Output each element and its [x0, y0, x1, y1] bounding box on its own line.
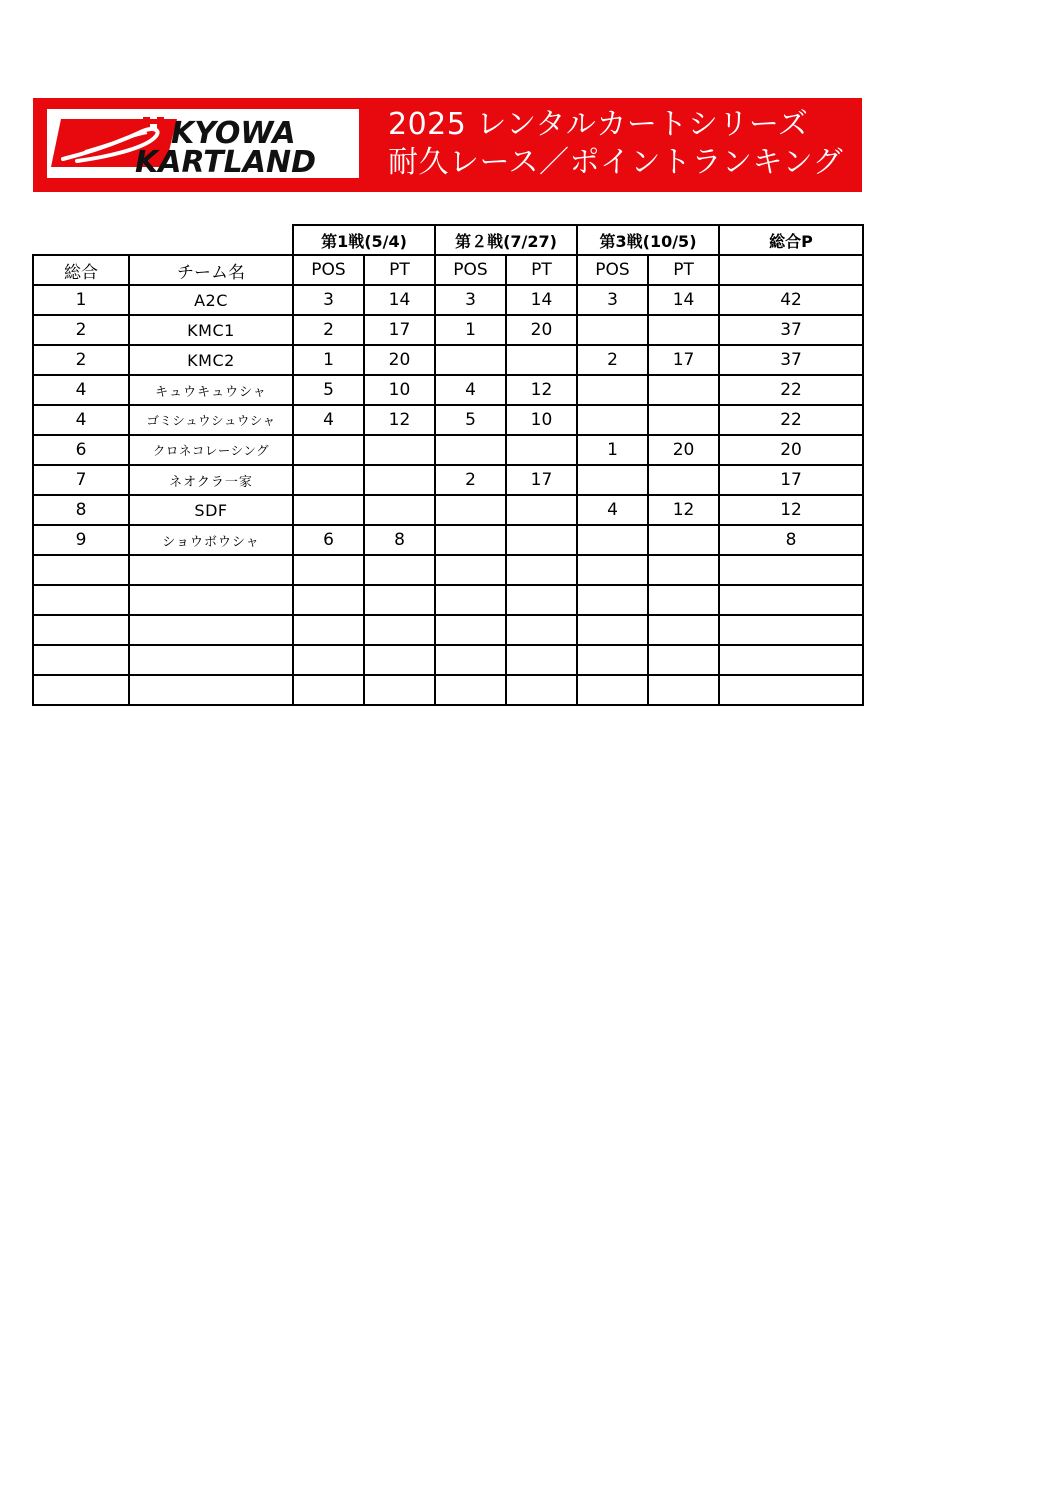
empty-cell [506, 585, 577, 615]
empty-cell [364, 615, 435, 645]
team-name-cell: ネオクラ一家 [129, 465, 293, 495]
table-row [33, 495, 863, 525]
race-1-pt-cell [364, 465, 435, 495]
empty-cell [719, 615, 863, 645]
race-3-pt-cell [648, 405, 719, 435]
team-name-cell: KMC1 [129, 315, 293, 345]
race-1-pt-cell: 20 [364, 345, 435, 375]
empty-cell [364, 675, 435, 705]
total-points-cell: 12 [719, 495, 863, 525]
rank-cell: 2 [33, 345, 129, 375]
race-3-pt-cell [648, 525, 719, 555]
race-3-pt-cell [648, 315, 719, 345]
race-1-pt-cell: 14 [364, 285, 435, 315]
empty-cell [129, 615, 293, 645]
empty-cell [577, 645, 648, 675]
empty-cell [506, 675, 577, 705]
team-name-cell: SDF [129, 495, 293, 525]
table-row [33, 525, 863, 555]
race-1-pos-cell [293, 495, 364, 525]
race-1-pos-header: POS [293, 255, 364, 285]
empty-cell [33, 645, 129, 675]
empty-table-row [33, 615, 863, 645]
race-2-pos-cell [435, 495, 506, 525]
empty-cell [364, 585, 435, 615]
team-name-cell: ゴミシュウシュウシャ [129, 405, 293, 435]
race-3-pos-cell: 3 [577, 285, 648, 315]
header-blank-cell [33, 225, 293, 255]
empty-cell [506, 615, 577, 645]
empty-cell [293, 555, 364, 585]
race-1-pos-cell [293, 435, 364, 465]
empty-cell [577, 675, 648, 705]
race-2-pos-cell: 4 [435, 375, 506, 405]
empty-cell [293, 585, 364, 615]
empty-table-row [33, 645, 863, 675]
empty-cell [293, 675, 364, 705]
race-3-pos-cell: 4 [577, 495, 648, 525]
rank-cell: 6 [33, 435, 129, 465]
team-name-cell: ショウボウシャ [129, 525, 293, 555]
rank-cell: 9 [33, 525, 129, 555]
race-1-pos-cell: 4 [293, 405, 364, 435]
empty-cell [719, 675, 863, 705]
rank-cell: 2 [33, 315, 129, 345]
race-2-pt-cell: 10 [506, 405, 577, 435]
race-3-pos-cell [577, 375, 648, 405]
empty-cell [435, 675, 506, 705]
race-1-pos-cell: 1 [293, 345, 364, 375]
empty-cell [577, 615, 648, 645]
race-2-pt-cell [506, 525, 577, 555]
total-points-cell: 42 [719, 285, 863, 315]
race-2-pt-cell [506, 435, 577, 465]
race-3-pos-cell [577, 465, 648, 495]
empty-cell [506, 555, 577, 585]
race-2-header: 第２戦(7/27) [435, 225, 577, 255]
kyowa-kartland-logo [47, 109, 359, 178]
ranking-table [32, 224, 864, 706]
table-row [33, 435, 863, 465]
table-row [33, 465, 863, 495]
race-3-pt-cell: 20 [648, 435, 719, 465]
race-3-pos-cell [577, 315, 648, 345]
empty-cell [648, 645, 719, 675]
empty-cell [719, 585, 863, 615]
total-column-header [719, 255, 863, 285]
banner-title-line1: 2025 レンタルカートシリーズ [388, 107, 809, 142]
race-2-pos-cell [435, 435, 506, 465]
empty-cell [506, 645, 577, 675]
race-3-pos-cell: 2 [577, 345, 648, 375]
team-name-cell: A2C [129, 285, 293, 315]
race-2-pt-cell: 20 [506, 315, 577, 345]
rank-cell: 4 [33, 375, 129, 405]
race-1-pt-cell [364, 435, 435, 465]
total-points-cell: 37 [719, 315, 863, 345]
empty-cell [129, 555, 293, 585]
total-points-cell: 22 [719, 375, 863, 405]
banner-title [388, 106, 843, 182]
header-banner [33, 98, 862, 192]
rank-column-header: 総合 [33, 255, 129, 285]
rank-cell: 8 [33, 495, 129, 525]
logo-text-line1: KYOWA [171, 116, 296, 151]
race-1-pt-cell: 17 [364, 315, 435, 345]
empty-cell [364, 555, 435, 585]
race-3-pt-cell: 14 [648, 285, 719, 315]
race-3-pt-header: PT [648, 255, 719, 285]
empty-cell [648, 555, 719, 585]
table-row [33, 375, 863, 405]
race-3-pt-cell: 17 [648, 345, 719, 375]
race-1-pt-cell: 12 [364, 405, 435, 435]
empty-cell [129, 645, 293, 675]
race-header-row [33, 225, 863, 255]
race-2-pt-header: PT [506, 255, 577, 285]
table-row [33, 405, 863, 435]
empty-cell [435, 615, 506, 645]
race-1-pos-cell [293, 465, 364, 495]
race-1-pos-cell: 5 [293, 375, 364, 405]
race-3-pt-cell: 12 [648, 495, 719, 525]
table-row [33, 345, 863, 375]
team-column-header: チーム名 [129, 255, 293, 285]
empty-cell [719, 645, 863, 675]
race-1-pos-cell: 3 [293, 285, 364, 315]
empty-cell [364, 645, 435, 675]
rank-cell: 7 [33, 465, 129, 495]
race-3-header: 第3戦(10/5) [577, 225, 719, 255]
empty-cell [577, 585, 648, 615]
race-3-pos-cell [577, 405, 648, 435]
empty-table-row [33, 555, 863, 585]
table-row [33, 315, 863, 345]
empty-cell [435, 585, 506, 615]
total-points-cell: 8 [719, 525, 863, 555]
race-1-pos-cell: 2 [293, 315, 364, 345]
empty-cell [33, 615, 129, 645]
race-2-pt-cell: 17 [506, 465, 577, 495]
empty-cell [648, 585, 719, 615]
empty-table-row [33, 585, 863, 615]
race-2-pt-cell [506, 345, 577, 375]
total-points-header: 総合P [719, 225, 863, 255]
race-1-pos-cell: 6 [293, 525, 364, 555]
race-1-pt-cell: 8 [364, 525, 435, 555]
team-name-cell: クロネコレーシング [129, 435, 293, 465]
total-points-cell: 37 [719, 345, 863, 375]
total-points-cell: 17 [719, 465, 863, 495]
banner-title-line2: 耐久レース／ポイントランキング [388, 145, 844, 180]
race-1-pt-header: PT [364, 255, 435, 285]
empty-cell [129, 585, 293, 615]
race-2-pos-cell: 5 [435, 405, 506, 435]
rank-cell: 1 [33, 285, 129, 315]
race-2-pt-cell: 12 [506, 375, 577, 405]
empty-cell [435, 555, 506, 585]
race-2-pos-cell: 3 [435, 285, 506, 315]
logo-text-line2: KARTLAND [135, 145, 317, 178]
total-points-cell: 22 [719, 405, 863, 435]
empty-cell [648, 675, 719, 705]
empty-cell [577, 555, 648, 585]
race-3-pos-header: POS [577, 255, 648, 285]
logo-graphic [47, 109, 359, 178]
team-name-cell: KMC2 [129, 345, 293, 375]
empty-cell [33, 555, 129, 585]
empty-cell [293, 645, 364, 675]
race-3-pt-cell [648, 465, 719, 495]
race-2-pos-header: POS [435, 255, 506, 285]
team-name-cell: キュウキュウシャ [129, 375, 293, 405]
empty-table-row [33, 675, 863, 705]
empty-cell [129, 675, 293, 705]
race-2-pos-cell: 2 [435, 465, 506, 495]
empty-cell [33, 675, 129, 705]
table-row [33, 285, 863, 315]
race-1-pt-cell [364, 495, 435, 525]
total-points-cell: 20 [719, 435, 863, 465]
rank-cell: 4 [33, 405, 129, 435]
empty-cell [648, 615, 719, 645]
race-3-pos-cell [577, 525, 648, 555]
empty-cell [435, 645, 506, 675]
race-2-pos-cell: 1 [435, 315, 506, 345]
column-header-row [33, 255, 863, 285]
race-3-pt-cell [648, 375, 719, 405]
empty-cell [33, 585, 129, 615]
race-2-pt-cell: 14 [506, 285, 577, 315]
empty-cell [719, 555, 863, 585]
race-2-pt-cell [506, 495, 577, 525]
race-1-header: 第1戦(5/4) [293, 225, 435, 255]
race-1-pt-cell: 10 [364, 375, 435, 405]
race-2-pos-cell [435, 525, 506, 555]
empty-cell [293, 615, 364, 645]
race-3-pos-cell: 1 [577, 435, 648, 465]
race-2-pos-cell [435, 345, 506, 375]
